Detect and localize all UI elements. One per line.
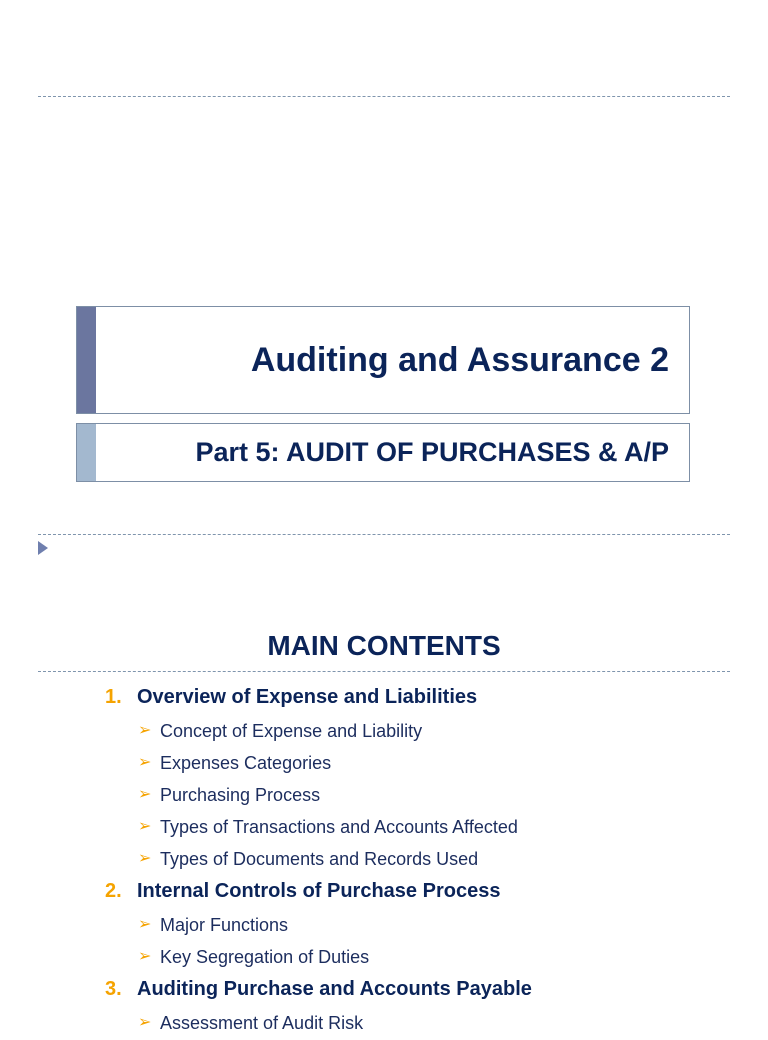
arrowhead-icon: ➢ [138,818,152,835]
slide-separator [38,534,730,535]
section-2 [0,876,768,910]
title-box [76,306,690,414]
arrowhead-icon: ➢ [138,754,152,771]
heading-divider [38,671,730,672]
contents-heading: MAIN CONTENTS [267,630,501,661]
list-item-label: Types of Documents and Records Used [160,849,479,869]
arrowhead-icon: ➢ [138,1014,152,1031]
arrowhead-icon: ➢ [138,786,152,803]
subtitle-accent-bar [77,424,96,481]
slide-subtitle: Part 5: AUDIT OF PURCHASES & A/P [195,437,669,467]
section-number: 1. [105,686,122,708]
list-item [0,780,768,812]
list-item-label: Expenses Categories [160,753,332,773]
title-accent-bar [77,307,96,413]
top-divider [38,96,730,97]
subtitle-box [76,423,690,482]
list-item [0,812,768,844]
arrowhead-icon: ➢ [138,948,152,965]
list-item [0,1008,768,1040]
section-label: Auditing Purchase and Accounts Payable [137,978,532,1000]
play-triangle-icon [38,541,48,555]
list-item-label: Concept of Expense and Liability [160,721,423,741]
list-item [0,748,768,780]
list-item-label: Purchasing Process [160,785,321,805]
section-label: Overview of Expense and Liabilities [137,686,478,708]
arrowhead-icon: ➢ [138,850,152,867]
section-3 [0,974,768,1008]
list-item-label: Key Segregation of Duties [160,947,370,967]
list-item [0,910,768,942]
arrowhead-icon: ➢ [138,916,152,933]
list-item [0,844,768,876]
section-1 [0,682,768,716]
section-number: 3. [105,978,122,1000]
list-item [0,942,768,974]
section-label: Internal Controls of Purchase Process [137,880,501,902]
section-number: 2. [105,880,122,902]
list-item-label: Assessment of Audit Risk [160,1013,364,1033]
contents-list [0,682,768,1040]
list-item-label: Major Functions [160,915,289,935]
slide-title: Auditing and Assurance 2 [250,340,669,379]
list-item-label: Types of Transactions and Accounts Affected [160,817,518,837]
arrowhead-icon: ➢ [138,722,152,739]
list-item [0,716,768,748]
